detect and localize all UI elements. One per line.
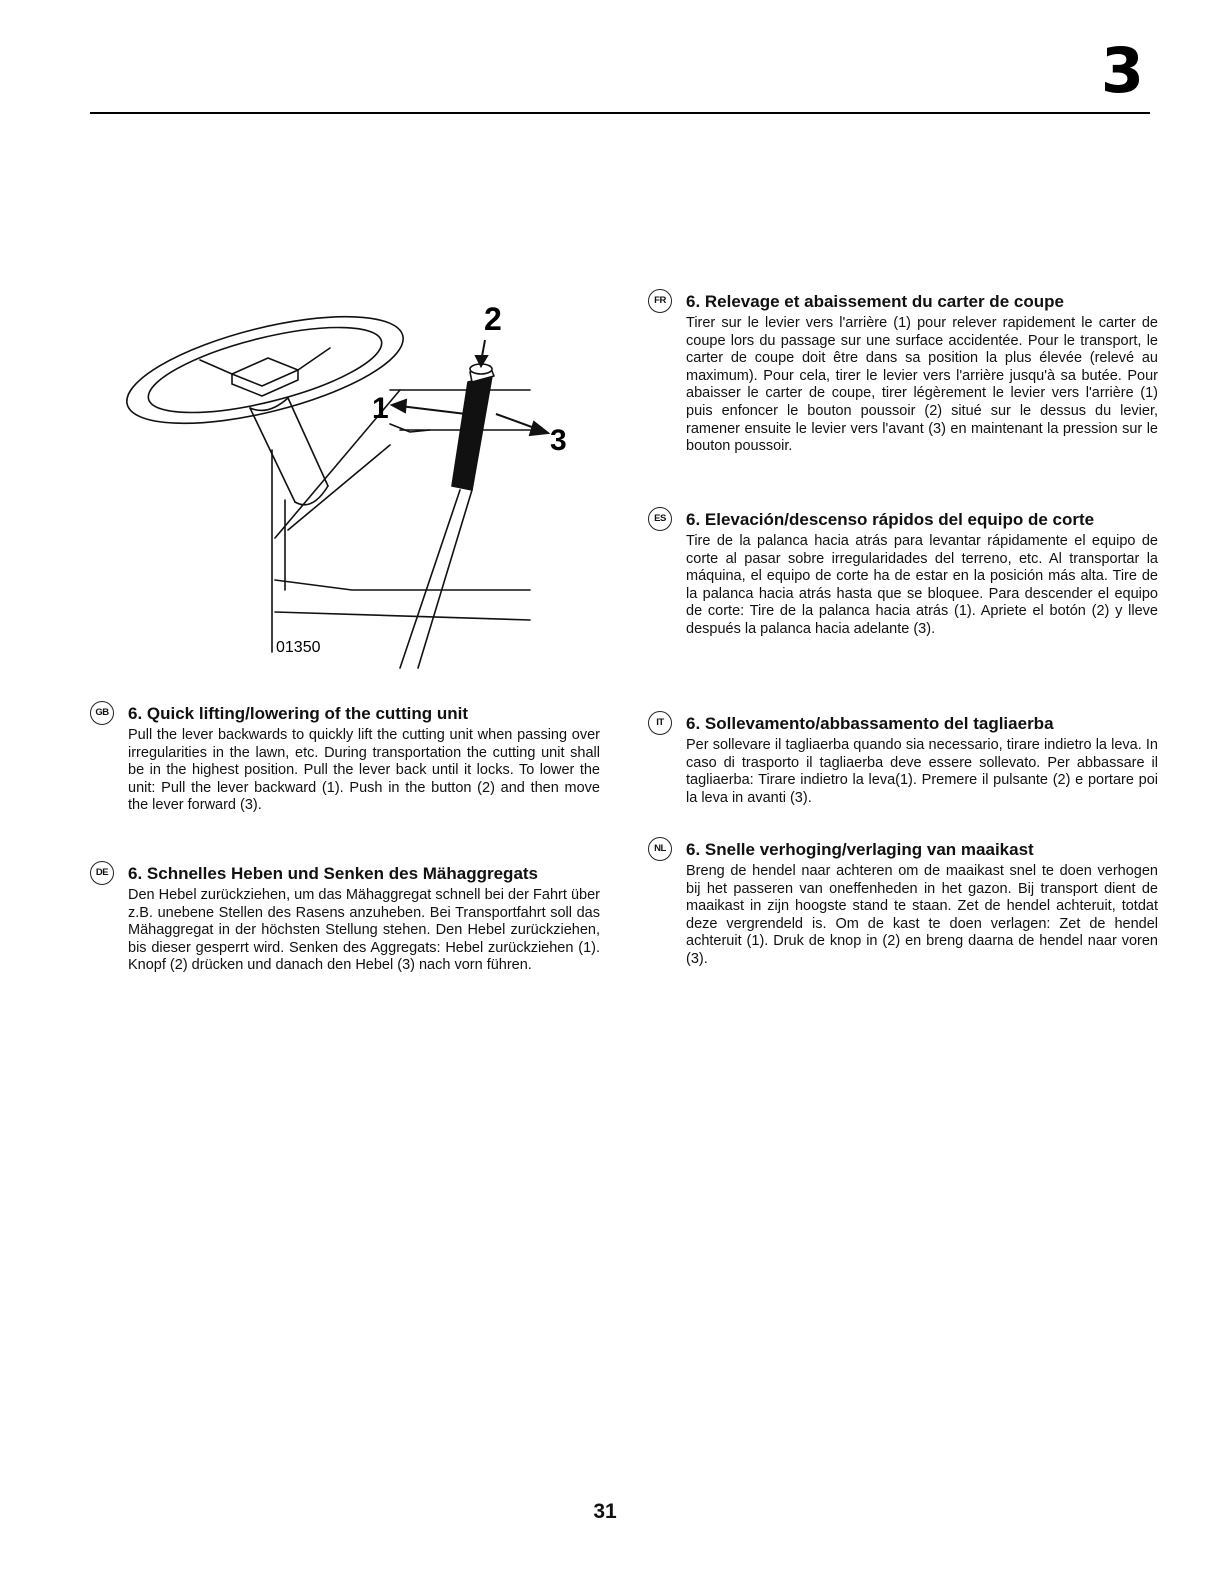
section-body-nl: Breng de hendel naar achteren om de maaikast snel te doen verhogen bij het passeren van oneffenheden in het gazon. Bij transport dient de maaikast in zijn hoogste stand te staan. Zet de hendel achteruit, totdat deze vergrendeld is. Om de kast te doen verlagen: Zet de hendel achteruit (1). Druk de knop in (2) en breng daarna de hendel naar voren (3). [686, 863, 1158, 967]
section-body-fr: Tirer sur le levier vers l'arrière (1) pour relever rapidement le carter de coupe lors du passage sur une surface accidentée. Pour le transport, le carter de coupe doit être dans sa position la plus élevée (relevé au maximum). Pour cela, tirer le levier vers l'arrière jusqu'à sa butée. Pour abaisser le carter de coupe, tirer légèrement le levier vers l'arrière (1) puis enfoncer le bouton poussoir (2) situé sur le dessus du levier, ramener ensuite le levier vers l'avant (3) en maintenant la pression sur le bouton poussoir. [686, 315, 1158, 455]
section-body-es: Tire de la palanca hacia atrás para levantar rápidamente el equipo de corte al pasar sobre irregularidades del terreno, etc. Al transportar la máquina, el equipo de corte ha de estar en la posición más alta. Tire de la palanca hacia atrás hasta que se bloquee. Para descender el equipo de corte: Tire de la palanca hacia atrás (1). Apriete el botón (2) y lleve después la palanca hacia adelante (3). [686, 533, 1158, 637]
callout-3: 3 [550, 424, 567, 457]
section-title-de: 6. Schnelles Heben und Senken des Mähaggregats [128, 864, 539, 883]
steering-wheel-lever-drawing [100, 290, 580, 670]
lang-badge-de: DE [90, 861, 114, 885]
section-title-nl: 6. Snelle verhoging/verlaging van maaikast [686, 840, 1034, 859]
section-fr [648, 290, 1158, 456]
steering-wheel-outer [117, 295, 413, 445]
section-title-es: 6. Elevación/descenso rápidos del equipo de corte [686, 510, 1095, 529]
section-de [90, 862, 600, 975]
section-gb [90, 702, 600, 815]
callout-2: 2 [484, 301, 502, 337]
section-es [648, 508, 1158, 639]
section-body-gb: Pull the lever backwards to quickly lift the cutting unit when passing over irregularities in the lawn, etc. During transportation the cutting unit shall be in the highest position. Pull the lever back until it locks. To lower the unit: Pull the lever backward (1). Push in the button (2) and then move the lever forward (3). [128, 727, 600, 814]
lang-badge-fr: FR [648, 289, 672, 313]
header-rule [90, 112, 1150, 114]
lang-badge-nl: NL [648, 837, 672, 861]
section-body-de: Den Hebel zurückziehen, um das Mähaggregat schnell bei der Fahrt über z.B. unebene Stellen des Rasens anzuheben. Bei Transportfahrt soll das Mähaggregat in der höchsten Stellung stehen. Den Hebel zurückziehen, bis dieser gesperrt wird. Senken des Aggregats: Hebel zurückziehen (1). Knopf (2) drücken und danach den Hebel (3) nach vorn führen. [128, 887, 600, 974]
callout-1: 1 [372, 392, 389, 425]
page-number: 31 [593, 1500, 617, 1523]
figure-ref-number: 01350 [276, 639, 321, 656]
section-body-it: Per sollevare il tagliaerba quando sia necessario, tirare indietro la leva. In caso di trasporto il tagliaerba deve essere sollevato. Per abbassare il tagliaerba: Tirare indietro la leva(1). Premere il pulsante (2) e portare poi la leva in avanti (3). [686, 737, 1158, 806]
steering-hub [232, 358, 298, 386]
steering-wheel-inner [141, 310, 389, 430]
lang-badge-it: IT [648, 711, 672, 735]
section-nl [648, 838, 1158, 969]
section-title-it: 6. Sollevamento/abbassamento del tagliaerba [686, 714, 1054, 733]
lever-illustration [100, 290, 580, 670]
section-it [648, 712, 1158, 807]
lang-badge-es: ES [648, 507, 672, 531]
section-title-fr: 6. Relevage et abaissement du carter de coupe [686, 292, 1064, 311]
section-title-gb: 6. Quick lifting/lowering of the cutting unit [128, 704, 468, 723]
lang-badge-gb: GB [90, 701, 114, 725]
chapter-number: 3 [1100, 34, 1144, 107]
